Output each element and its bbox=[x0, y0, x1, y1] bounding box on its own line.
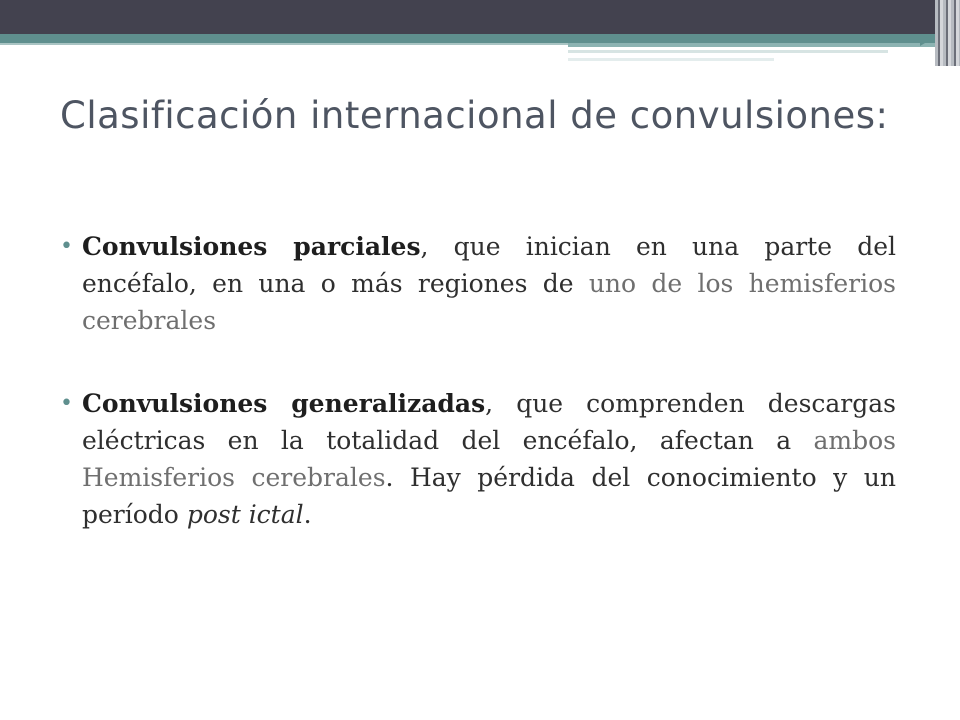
bullet-text-end: . bbox=[303, 500, 312, 529]
bullet-text: , que inician en una parte del encéfalo, en una o más regiones de bbox=[82, 232, 896, 298]
bullet-item-parciales bbox=[60, 228, 896, 339]
bullet-text-highlight: ambos Hemisferios cerebrales bbox=[82, 426, 896, 492]
bullet-icon: • bbox=[60, 391, 73, 416]
bullet-term: Convulsiones generalizadas bbox=[82, 389, 486, 418]
bullet-icon: • bbox=[60, 234, 73, 259]
arrow-marker-icon bbox=[920, 34, 930, 46]
header-accent-bar bbox=[568, 50, 888, 53]
bullet-text-highlight: uno de los hemisferios cerebrales bbox=[82, 269, 896, 335]
header-bar bbox=[0, 0, 960, 34]
slide-title: Clasificación internacional de convulsiones: bbox=[60, 94, 889, 137]
bullet-item-generalizadas bbox=[60, 385, 896, 533]
bullet-list bbox=[60, 228, 896, 579]
bullet-text-italic: post ictal bbox=[186, 500, 304, 529]
header-accent-bar bbox=[568, 43, 935, 47]
header-accent-bar bbox=[568, 58, 774, 61]
bullet-text: , que comprenden descargas eléctricas en la totalidad del encéfalo, afectan a bbox=[82, 389, 896, 455]
header-accent-strip bbox=[0, 34, 935, 43]
bullet-text: . Hay pérdida del conocimiento y un período bbox=[82, 463, 896, 529]
bullet-term: Convulsiones parciales bbox=[82, 232, 421, 261]
decorative-stripes bbox=[935, 0, 960, 66]
